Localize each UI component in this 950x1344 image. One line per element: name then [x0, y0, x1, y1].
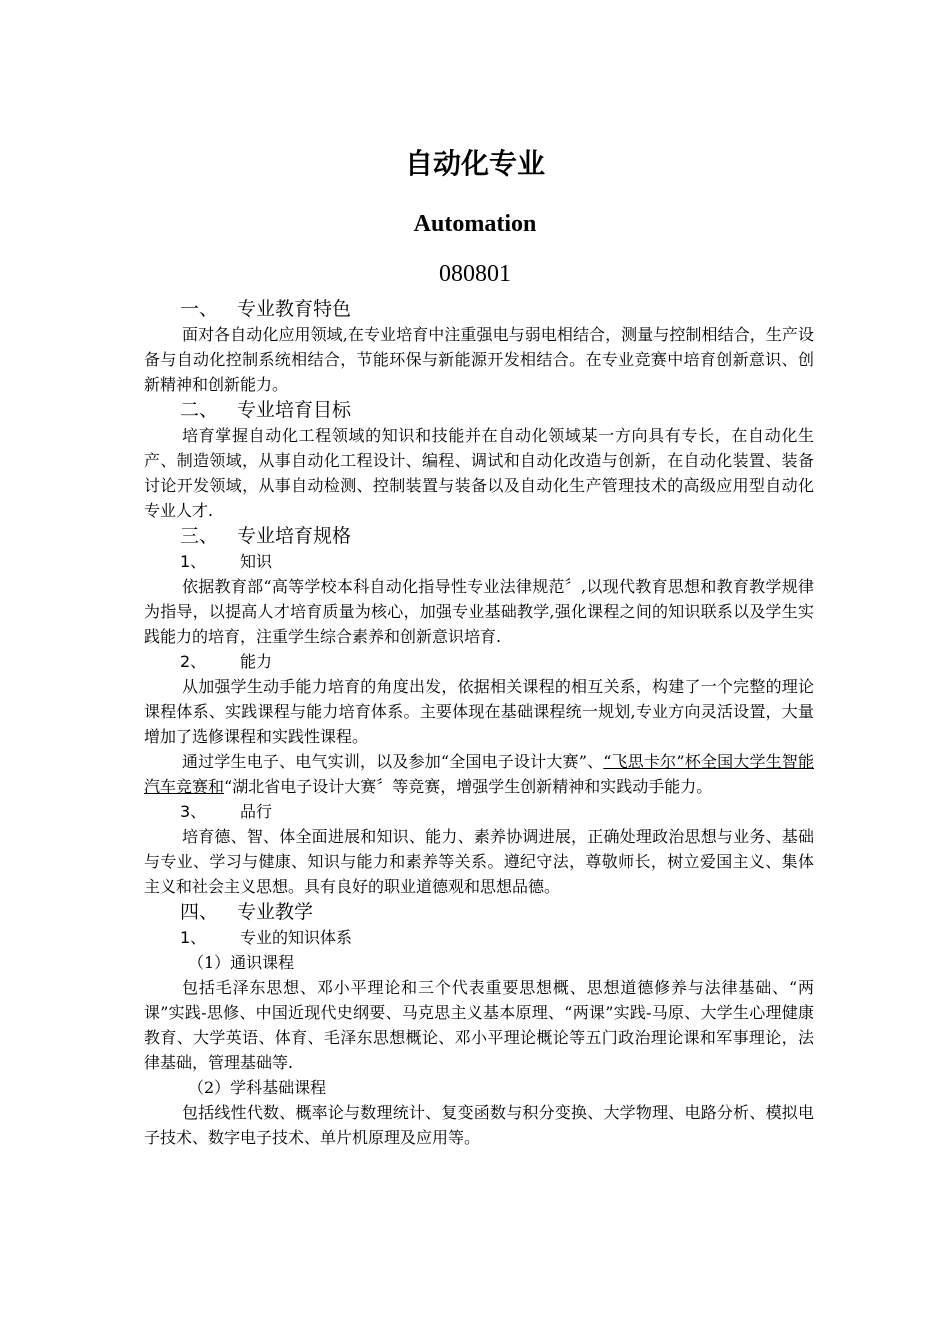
section-number: 一、	[180, 298, 219, 320]
underlined-text: “飞思卡尔”杯全国大学生智能汽车竞赛和	[144, 752, 814, 796]
document-body	[144, 296, 814, 1150]
paragraph: 依据教育部“高等学校本科自动化指导性专业法律规范〞,以现代教育思想和教育教学规律为指导，以提高人才培育质量为核心，加强专业基础教学,强化课程之间的知识联系以及学生实践能力的培育，注重学生综合素养和创新意识培育.	[144, 577, 814, 646]
paragraph: 包括毛泽东思想、邓小平理论和三个代表重要思想概、思想道德修养与法律基础、“两课”实践-思修、中国近现代史纲要、马克思主义基本原理、“两课”实践-马原、大学生心理健康教育、大学英语、体育、毛泽东思想概论、邓小平理论概论等五门政治理论课和军事理论，法律基础，管理基础等.	[144, 978, 814, 1072]
section-title: 专业培育规格	[237, 525, 352, 547]
text-run: 通过学生电子、电气实训，以及参加“全国电子设计大赛”、	[182, 752, 604, 771]
paragraph: 从加强学生动手能力培育的角度出发，依据相关课程的相互关系，构建了一个完整的理论课程体系、实践课程与能力培育体系。主要体现在基础课程统一规划,专业方向灵活设置，大量增加了选修课程和实践性课程。	[144, 677, 814, 746]
subsection-title: 专业的知识体系	[240, 928, 353, 947]
section-title: 专业培育目标	[237, 399, 352, 421]
text-run: “湖北省电子设计大赛〞等竞赛，增强学生创新精神和实践动手能力。	[224, 777, 713, 796]
subsection-number: 2、	[180, 652, 207, 671]
section-title: 专业教育特色	[237, 298, 352, 320]
subsection-number: 3、	[180, 802, 207, 821]
section-heading-1	[144, 296, 814, 322]
section-number: 三、	[180, 525, 219, 547]
subsection-number: 1、	[180, 552, 207, 571]
document-title: 自动化专业	[404, 147, 545, 180]
subsection-heading	[144, 649, 814, 674]
major-code: 080801	[439, 261, 511, 287]
paragraph: 培育德、智、体全面进展和知识、能力、素养协调进展，正确处理政治思想与业务、基础与专业、学习与健康、知识与能力和素养等关系。遵纪守法，尊敬师长，树立爱国主义、集体主义和社会主义思想。具有良好的职业道德观和思想品德。	[144, 827, 814, 896]
paragraph: 培育掌握自动化工程领域的知识和技能并在自动化领域某一方向具有专长，在自动化生产、制造领域，从事自动化工程设计、编程、调试和自动化改造与创新，在自动化装置、装备讨论开发领域，从事自动检测、控制装置与装备以及自动化生产管理技术的高级应用型自动化专业人才.	[144, 426, 814, 520]
section-number: 四、	[180, 901, 219, 923]
english-title: Automation	[413, 211, 537, 237]
paragraph	[144, 749, 814, 799]
item-label: （2）学科基础课程	[188, 1078, 327, 1097]
item-label: （1）通识课程	[188, 953, 295, 972]
subsection-heading	[144, 925, 814, 950]
subsection-title: 知识	[240, 552, 273, 571]
section-heading-2	[144, 397, 814, 423]
subsection-heading	[144, 799, 814, 824]
subsection-heading	[144, 549, 814, 574]
section-heading-4	[144, 899, 814, 925]
subsection-title: 品行	[240, 802, 273, 821]
section-number: 二、	[180, 399, 219, 421]
section-heading-3	[144, 523, 814, 549]
subsection-title: 能力	[240, 652, 273, 671]
paragraph: 包括线性代数、概率论与数理统计、复变函数与积分变换、大学物理、电路分析、模拟电子技术、数字电子技术、单片机原理及应用等。	[144, 1103, 814, 1147]
paragraph: 面对各自动化应用领域,在专业培育中注重强电与弱电相结合，测量与控制相结合，生产设备与自动化控制系统相结合，节能环保与新能源开发相结合。在专业竞赛中培育创新意识、创新精神和创新能力。	[144, 325, 814, 394]
section-title: 专业教学	[237, 901, 314, 923]
subsection-number: 1、	[180, 928, 207, 947]
